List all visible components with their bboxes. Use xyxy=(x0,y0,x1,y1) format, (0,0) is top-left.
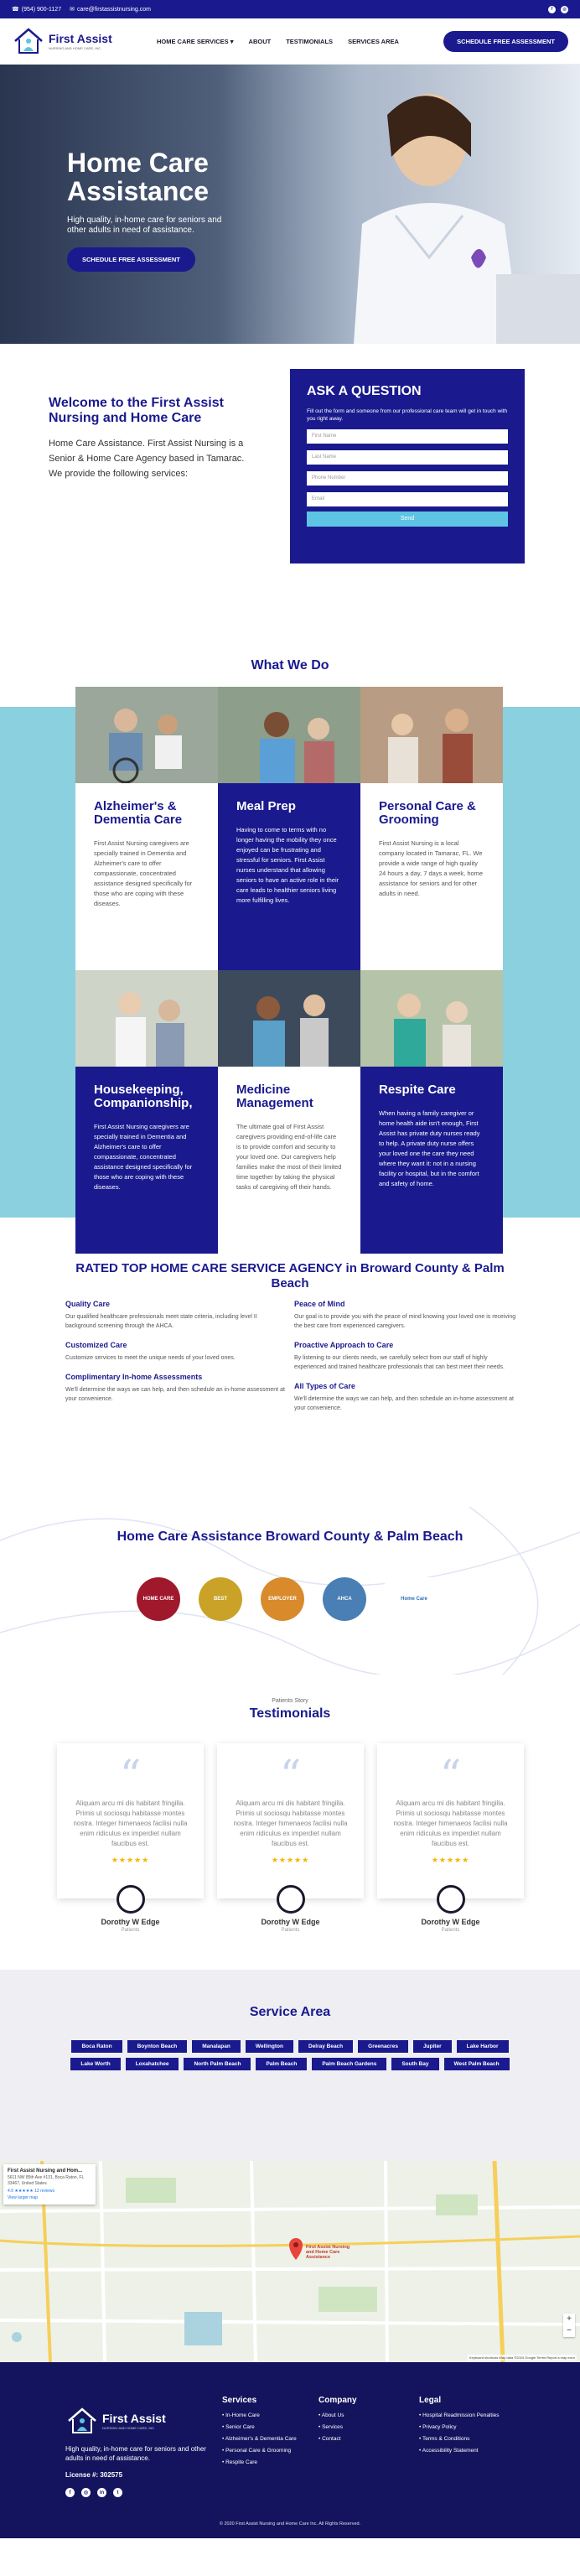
map-rating: 4.9 ★★★★★ 13 reviews xyxy=(8,2189,55,2194)
hero-title-line1: Home Care xyxy=(67,148,209,178)
feature-title: Quality Care xyxy=(65,1300,111,1308)
photo-caregiver-smile xyxy=(218,687,360,783)
map-address: 5611 NW 85th Ave #131, Boca Raton, FL 33467, United States xyxy=(8,2175,85,2186)
link-label: Hospital Readmission Penalties xyxy=(422,2412,500,2418)
nav-home-care-services[interactable] xyxy=(157,38,234,45)
link-label: Personal Care & Grooming xyxy=(225,2448,292,2454)
hero-schedule-button[interactable]: SCHEDULE FREE ASSESSMENT xyxy=(67,247,195,272)
nav-services-area[interactable]: SERVICES AREA xyxy=(348,37,399,45)
avatar xyxy=(277,1885,305,1914)
assistance-section xyxy=(0,1507,580,1675)
service-area-chip[interactable]: Greenacres xyxy=(358,2040,408,2053)
testimonial-role: Patients xyxy=(121,1928,140,1933)
feature-body: By listening to our clients needs, we carefully select from our staff of highly experienced and trained healthcare professionals that can best meet their needs. xyxy=(294,1355,505,1370)
what-we-do-section xyxy=(0,658,580,1218)
feature-title: Complimentary In-home Assessments xyxy=(65,1373,203,1381)
link-label: Contact xyxy=(322,2436,341,2442)
what-we-do-heading: What We Do xyxy=(251,658,329,673)
award-badge-5 xyxy=(385,1577,443,1621)
testimonials-eyebrow: Patients Story xyxy=(272,1698,308,1704)
card-personal-care xyxy=(360,783,503,970)
hero-title xyxy=(67,148,235,205)
feature-title: Customized Care xyxy=(65,1341,127,1349)
link-label: Terms & Conditions xyxy=(422,2436,470,2442)
link-label: About Us xyxy=(321,2412,344,2418)
nav-about[interactable]: ABOUT xyxy=(248,37,272,45)
phone-icon: ☎ xyxy=(12,7,19,13)
map-place-name: First Assist Nursing and Hom... xyxy=(8,2168,83,2174)
link-label: Respite Care xyxy=(225,2459,258,2465)
card-body: When having a family caregiver or home health aide isn't enough, First Assist has private duty nurses ready to help. A private duty nurse offers your loved one the care they need where they want it: not in a nursing facility or hospital, but in the comfort and safety of home. xyxy=(379,1109,480,1187)
link-label: Privacy Policy xyxy=(422,2424,457,2430)
testimonial-card xyxy=(377,1743,524,1898)
avatar xyxy=(437,1885,465,1914)
card-title: Alzheimer's & Dementia Care xyxy=(94,799,183,827)
star-rating: ★★★★★ xyxy=(271,1856,310,1864)
email-link[interactable] xyxy=(70,6,151,13)
service-area-chip[interactable]: Lake Harbor xyxy=(457,2040,509,2053)
badge-label: Home Care xyxy=(401,1597,427,1602)
card-body: First Assist Nursing is a local company located in Tamarac, FL. We provide a wide range of high quality 24 hours a day, 7 days a week, home assistance for seniors and for other adults in need. xyxy=(379,839,484,897)
service-area-section xyxy=(0,1970,580,2161)
feature-title: All Types of Care xyxy=(294,1382,355,1390)
feature-body: We'll determine the ways we can help, and then schedule an in-home assessment at your convenience. xyxy=(294,1396,514,1411)
service-area-chip[interactable]: North Palm Beach xyxy=(184,2058,251,2070)
photo-wheelchair xyxy=(75,687,218,783)
badge-label: BEST xyxy=(213,1597,227,1602)
link-label: Accessibility Statement xyxy=(422,2448,479,2454)
card-alzheimers xyxy=(75,783,218,970)
card-title: Medicine Management xyxy=(236,1083,313,1110)
avatar xyxy=(117,1885,145,1914)
service-area-chip[interactable]: Boca Raton xyxy=(71,2040,122,2053)
facebook-icon[interactable]: f xyxy=(548,6,556,13)
rated-heading: RATED TOP HOME CARE SERVICE AGENCY in Broward County & Palm Beach xyxy=(75,1261,505,1291)
quote-icon: “ xyxy=(119,1751,142,1800)
photo-respite xyxy=(360,970,503,1067)
top-bar xyxy=(0,0,580,18)
ask-question-form xyxy=(290,369,525,564)
footer-link[interactable]: • Hospital Readmission Penalties xyxy=(419,2412,500,2418)
service-area-chip[interactable]: Boynton Beach xyxy=(127,2040,188,2053)
map-pin-label: First Assist Nursing and Home Care Assistance xyxy=(306,2245,350,2260)
card-body: First Assist Nursing caregivers are specially trained in Dementia and Alzheimer's care to offer compassionate, concentrated assistance designed specifically for those who are coping with these diseases. xyxy=(94,1123,193,1191)
main-nav xyxy=(0,18,580,65)
phone-input[interactable]: Phone Number xyxy=(307,471,508,486)
phone-link[interactable] xyxy=(12,6,61,13)
footer-link[interactable]: • Alzheimer's & Dementia Care xyxy=(222,2436,297,2442)
link-label: Services xyxy=(322,2424,344,2430)
badge-label: AHCA xyxy=(337,1597,352,1602)
google-map[interactable] xyxy=(0,2161,580,2362)
badge-label: EMPLOYER xyxy=(268,1597,297,1602)
logo-house-icon xyxy=(12,24,45,58)
badge-label: HOME CARE xyxy=(142,1597,174,1602)
welcome-heading: Welcome to the First Assist Nursing and Home Care xyxy=(49,396,224,425)
last-name-input[interactable]: Last Name xyxy=(307,450,508,465)
footer-link[interactable]: • In-Home Care xyxy=(222,2412,260,2418)
award-badge-2 xyxy=(199,1577,242,1621)
hero-section xyxy=(0,65,580,344)
hero-subtitle: High quality, in-home care for seniors and other adults in need of assistance. xyxy=(67,216,222,235)
footer-services-heading: Services xyxy=(222,2396,257,2405)
quote-icon: “ xyxy=(439,1751,462,1800)
footer xyxy=(0,2362,580,2538)
testimonial-name: Dorothy W Edge xyxy=(261,1918,320,1926)
phone-text: (954) 900-1127 xyxy=(21,6,62,13)
footer-logo-subtitle: NURSING AND HOME CARE, INC xyxy=(102,2425,155,2430)
footer-tagline: High quality, in-home care for seniors and other adults in need of assistance. xyxy=(65,2445,206,2462)
service-area-chip[interactable]: Manalapan xyxy=(192,2040,241,2053)
footer-company xyxy=(318,2396,398,2445)
instagram-icon[interactable]: ◎ xyxy=(561,6,568,13)
footer-link[interactable]: • Terms & Conditions xyxy=(419,2436,470,2442)
ask-heading: ASK A QUESTION xyxy=(307,384,422,398)
footer-logo[interactable] xyxy=(65,2404,166,2438)
email-input[interactable]: Email xyxy=(307,492,508,506)
map-zoom-controls xyxy=(563,2314,575,2337)
service-area-chip[interactable]: Palm Beach xyxy=(256,2058,307,2070)
logo[interactable] xyxy=(12,24,112,58)
award-badge-1 xyxy=(137,1577,180,1621)
logo-text: First Assist xyxy=(49,31,112,45)
chevron-down-icon: ▾ xyxy=(230,37,234,45)
card-meal-prep xyxy=(218,783,360,970)
zoom-in-button[interactable]: + xyxy=(567,2314,572,2324)
award-badge-3 xyxy=(261,1577,304,1621)
assistance-heading: Home Care Assistance Broward County & Palm Beach xyxy=(117,1530,463,1544)
hero-title-line2: Assistance xyxy=(67,176,209,206)
card-body: Having to come to terms with no longer having the mobility they once enjoyed can be frustrating and stressful for seniors. First Assist nurses understand that allowing seniors to have an active role in their care leads to healthier seniors living more fulfilling lives. xyxy=(236,826,339,904)
view-larger-map-link[interactable]: View larger map xyxy=(8,2195,39,2200)
testimonials-heading: Testimonials xyxy=(249,1706,331,1721)
card-title: Housekeeping, Companionship, xyxy=(94,1083,193,1110)
service-area-chips xyxy=(50,2040,530,2070)
service-area-heading: Service Area xyxy=(249,2005,331,2019)
feature-body: Customize services to meet the unique needs of your loved ones. xyxy=(65,1355,236,1361)
testimonials-section xyxy=(0,1675,580,1970)
star-rating: ★★★★★ xyxy=(431,1856,470,1864)
footer-link[interactable]: • Services xyxy=(318,2424,344,2430)
star-rating: ★★★★★ xyxy=(111,1856,150,1864)
service-area-chip[interactable]: Wellington xyxy=(246,2040,293,2053)
map-attribution[interactable]: Keyboard shortcuts Map data ©2024 Google Terms Report a map error xyxy=(469,2355,575,2360)
service-area-chip[interactable]: Delray Beach xyxy=(298,2040,353,2053)
first-name-input[interactable]: First Name xyxy=(307,429,508,444)
feature-body: We'll determine the ways we can help, and then schedule an in-home assessment at your convenience. xyxy=(65,1387,285,1402)
logo-house-icon xyxy=(65,2404,99,2438)
footer-company-heading: Company xyxy=(318,2396,357,2405)
service-area-chip[interactable]: Loxahatchee xyxy=(126,2058,179,2070)
twitter-icon[interactable]: t xyxy=(113,2488,122,2497)
footer-link[interactable]: • About Us xyxy=(318,2412,344,2418)
testimonial-role: Patients xyxy=(281,1928,300,1933)
testimonial-text: Aliquam arcu mi dis habitant fringilla. Primis ut sociosqu habitasse montes nostra. Integer himenaeos facilisi nulla enim ridiculus ex imperdiet nullam faucibus est. xyxy=(233,1800,348,1847)
feature-body: Our qualified healthcare professionals meet state criteria, including level II background screening through the AHCA. xyxy=(65,1314,257,1329)
feature-body: Our goal is to provide you with the peace of mind knowing your loved one is receiving the best care from experienced caregivers. xyxy=(294,1314,516,1329)
feature-title: Peace of Mind xyxy=(294,1300,345,1308)
quote-icon: “ xyxy=(279,1751,302,1800)
instagram-icon[interactable]: ◎ xyxy=(81,2488,91,2497)
footer-link[interactable]: • Privacy Policy xyxy=(419,2424,457,2430)
photo-family-visit xyxy=(360,687,503,783)
card-title: Meal Prep xyxy=(236,799,296,813)
footer-link[interactable]: • Contact xyxy=(318,2436,341,2442)
award-badge-4 xyxy=(323,1577,366,1621)
service-area-chip[interactable]: Jupiter xyxy=(413,2040,452,2053)
nav-label: HOME CARE SERVICES xyxy=(156,37,229,45)
footer-license: License #: 302575 xyxy=(65,2471,123,2479)
ask-intro: Fill out the form and someone from our professional care team will get in touch with you right away. xyxy=(307,408,508,422)
testimonial-text: Aliquam arcu mi dis habitant fringilla. Primis ut sociosqu habitasse montes nostra. Integer himenaeos facilisi nulla enim ridiculus ex imperdiet nullam faucibus est. xyxy=(393,1800,508,1847)
link-label: Senior Care xyxy=(225,2424,255,2430)
footer-legal-heading: Legal xyxy=(419,2396,442,2405)
nav-testimonials[interactable]: TESTIMONIALS xyxy=(286,37,334,45)
footer-link[interactable]: • Respite Care xyxy=(222,2459,258,2465)
testimonial-name: Dorothy W Edge xyxy=(421,1918,480,1926)
email-text: care@firstassistnursing.com xyxy=(76,6,151,13)
logo-subtitle: NURSING AND HOME CARE, INC xyxy=(49,45,101,50)
zoom-out-button[interactable]: − xyxy=(567,2326,572,2335)
footer-link[interactable]: • Senior Care xyxy=(222,2424,255,2430)
testimonial-role: Patients xyxy=(441,1928,460,1933)
linkedin-icon[interactable]: in xyxy=(97,2488,106,2497)
footer-link[interactable]: • Personal Care & Grooming xyxy=(222,2448,292,2454)
photo-medicine xyxy=(218,970,360,1067)
testimonial-card xyxy=(217,1743,364,1898)
map-place-card xyxy=(3,2164,96,2205)
testimonial-name: Dorothy W Edge xyxy=(101,1918,160,1926)
card-body: First Assist Nursing caregivers are specially trained in Dementia and Alzheimer's care to offer compassionate, concentrated assistance designed specifically for those who are coping with these diseases. xyxy=(94,839,193,907)
service-area-chip[interactable]: Lake Worth xyxy=(70,2058,120,2070)
card-body: The ultimate goal of First Assist caregivers providing end-of-life care is to provide comfort and security to your loved one. Our caregivers help families make the most of their limited time together by taking the physical tasks of caregiving off their hands. xyxy=(236,1123,342,1191)
footer-copyright: © 2020 First Assist Nursing and Home Care Inc. All Rights Reserved. xyxy=(219,2521,361,2527)
footer-services xyxy=(222,2396,302,2469)
schedule-assessment-button[interactable]: SCHEDULE FREE ASSESSMENT xyxy=(443,31,568,52)
footer-link[interactable]: • Accessibility Statement xyxy=(419,2448,479,2454)
link-label: Alzheimer's & Dementia Care xyxy=(225,2436,297,2442)
footer-logo-text: First Assist xyxy=(102,2411,166,2425)
testimonial-text: Aliquam arcu mi dis habitant fringilla. Primis ut sociosqu habitasse montes nostra. Integer himenaeos facilisi nulla enim ridiculus ex imperdiet nullam faucibus est. xyxy=(73,1800,188,1847)
service-area-chip[interactable]: South Bay xyxy=(391,2058,438,2070)
welcome-body: Home Care Assistance. First Assist Nursing is a Senior & Home Care Agency based in Tamarac. We provide the following services: xyxy=(49,439,245,479)
hero-nurse-image xyxy=(220,65,580,344)
link-label: In-Home Care xyxy=(225,2412,260,2418)
send-button[interactable]: Send xyxy=(307,512,508,527)
service-area-chip[interactable]: West Palm Beach xyxy=(444,2058,510,2070)
feature-title: Proactive Approach to Care xyxy=(294,1341,394,1349)
facebook-icon[interactable]: f xyxy=(65,2488,75,2497)
photo-companionship xyxy=(75,970,218,1067)
welcome-section xyxy=(0,344,580,658)
testimonial-card xyxy=(57,1743,204,1898)
mail-icon: ✉ xyxy=(70,7,75,13)
service-area-chip[interactable]: Palm Beach Gardens xyxy=(312,2058,386,2070)
footer-legal xyxy=(419,2396,528,2457)
card-title: Personal Care & Grooming xyxy=(379,799,476,827)
card-title: Respite Care xyxy=(379,1083,456,1097)
rated-section xyxy=(0,1218,580,1507)
